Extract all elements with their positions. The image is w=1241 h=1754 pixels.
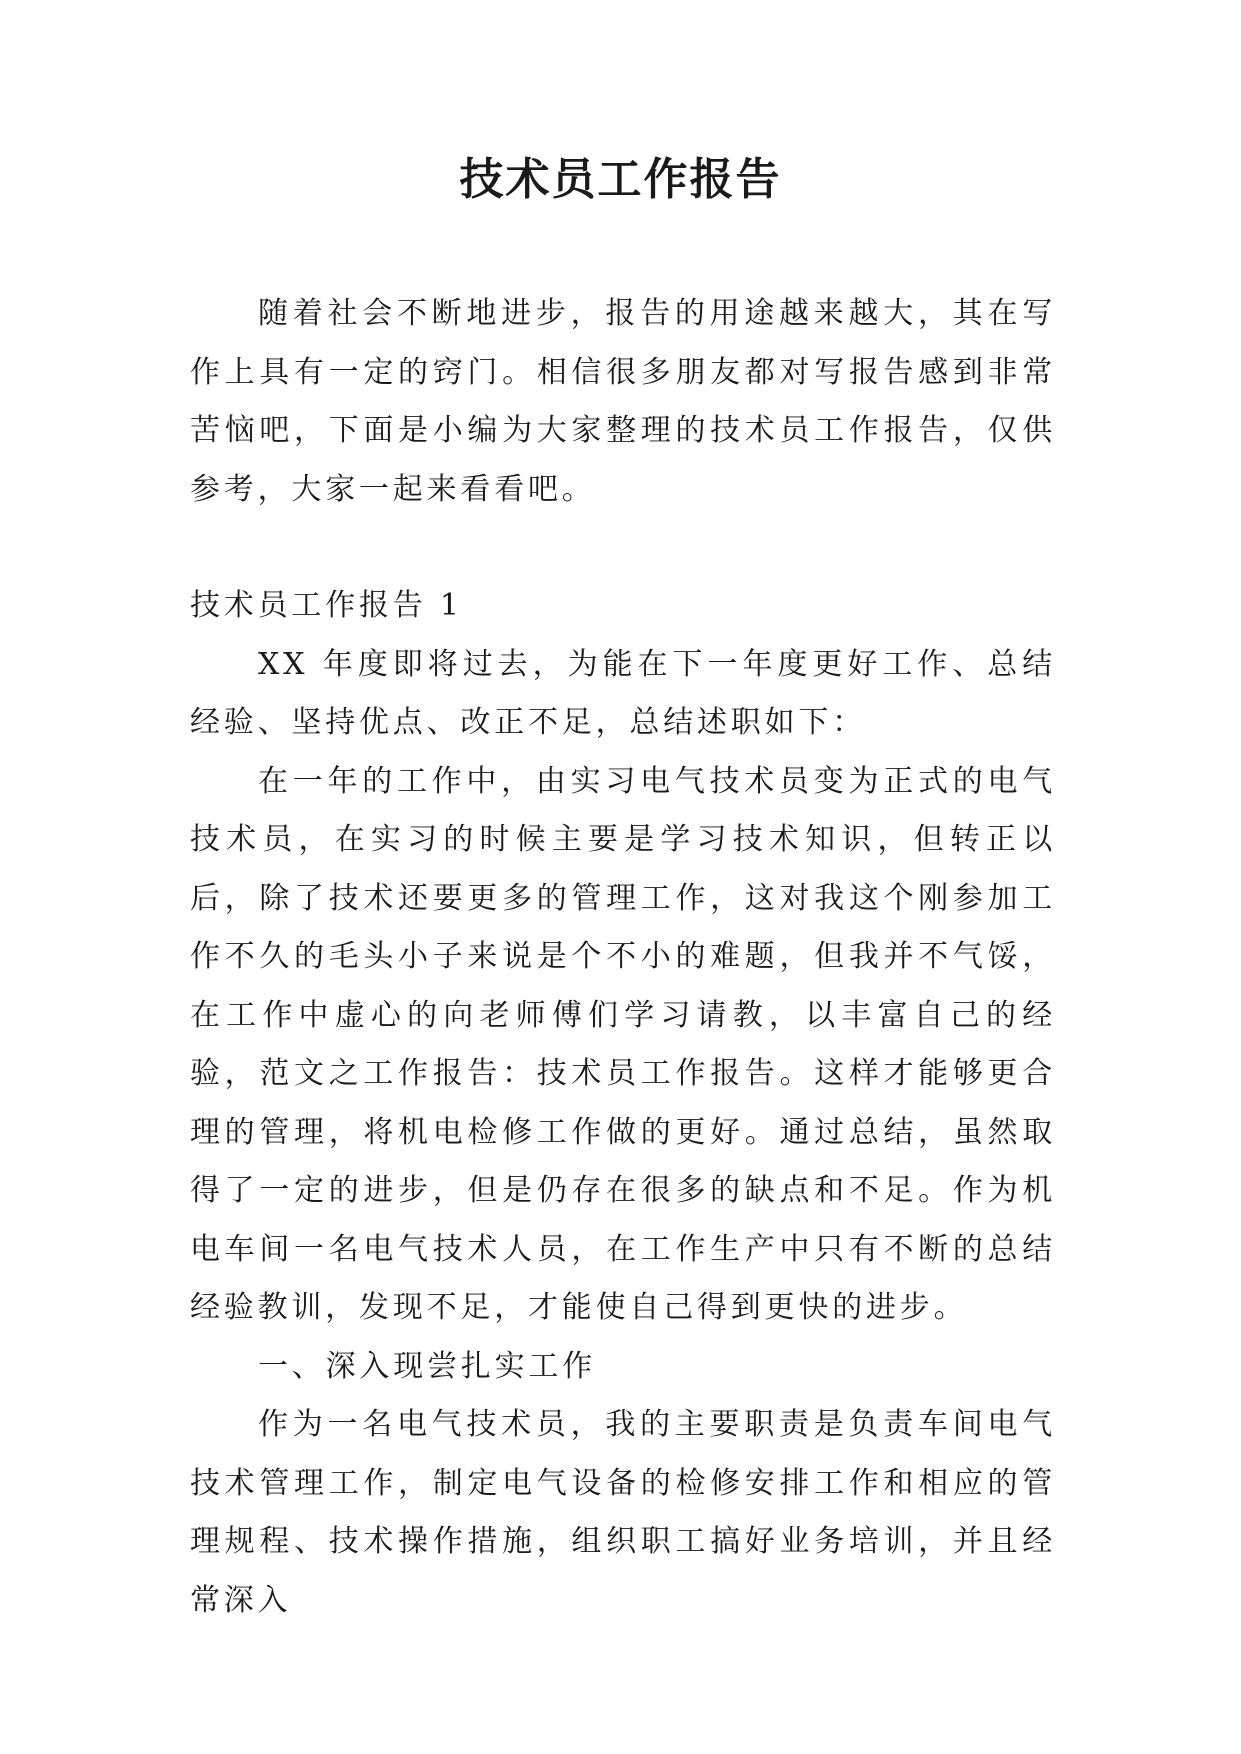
document-body: [190, 285, 1056, 1630]
subsection-heading: 一、深入现尝扎实工作: [258, 1348, 596, 1384]
section-heading: 技术员工作报告 1: [190, 588, 463, 623]
body-paragraph-2: 在一年的工作中，由实习电气技术员变为正式的电气技术员，在实习的时候主要是学习技术知识，但转正以后，除了技术还要更多的管理工作，这对我这个刚参加工作不久的毛头小子来说是个不小的难题，但我并不气馁，在工作中虚心的向老师傅们学习请教，以丰富自己的经验，范文之工作报告：技术员工作报告。这样才能够更合理的管理，将机电检修工作做的更好。通过总结，虽然取得了一定的进步，但是仍存在很多的缺点和不足。作为机电车间一名电气技术人员，在工作生产中只有不断的总结经验教训，发现不足，才能使自己得到更快的进步。: [190, 763, 1056, 1325]
body-paragraph-3: 作为一名电气技术员，我的主要职责是负责车间电气技术管理工作，制定电气设备的检修安排工作和相应的管理规程、技术操作措施，组织职工搞好业务培训，并且经常深入: [190, 1407, 1056, 1618]
intro-paragraph: 随着社会不断地进步，报告的用途越来越大，其在写作上具有一定的窍门。相信很多朋友都对写报告感到非常苦恼吧，下面是小编为大家整理的技术员工作报告，仅供参考，大家一起来看看吧。: [190, 296, 1056, 507]
document-title: 技术员工作报告: [459, 154, 782, 205]
body-paragraph-1: XX 年度即将过去，为能在下一年度更好工作、总结经验、坚持优点、改正不足，总结述职如下：: [190, 646, 1056, 740]
